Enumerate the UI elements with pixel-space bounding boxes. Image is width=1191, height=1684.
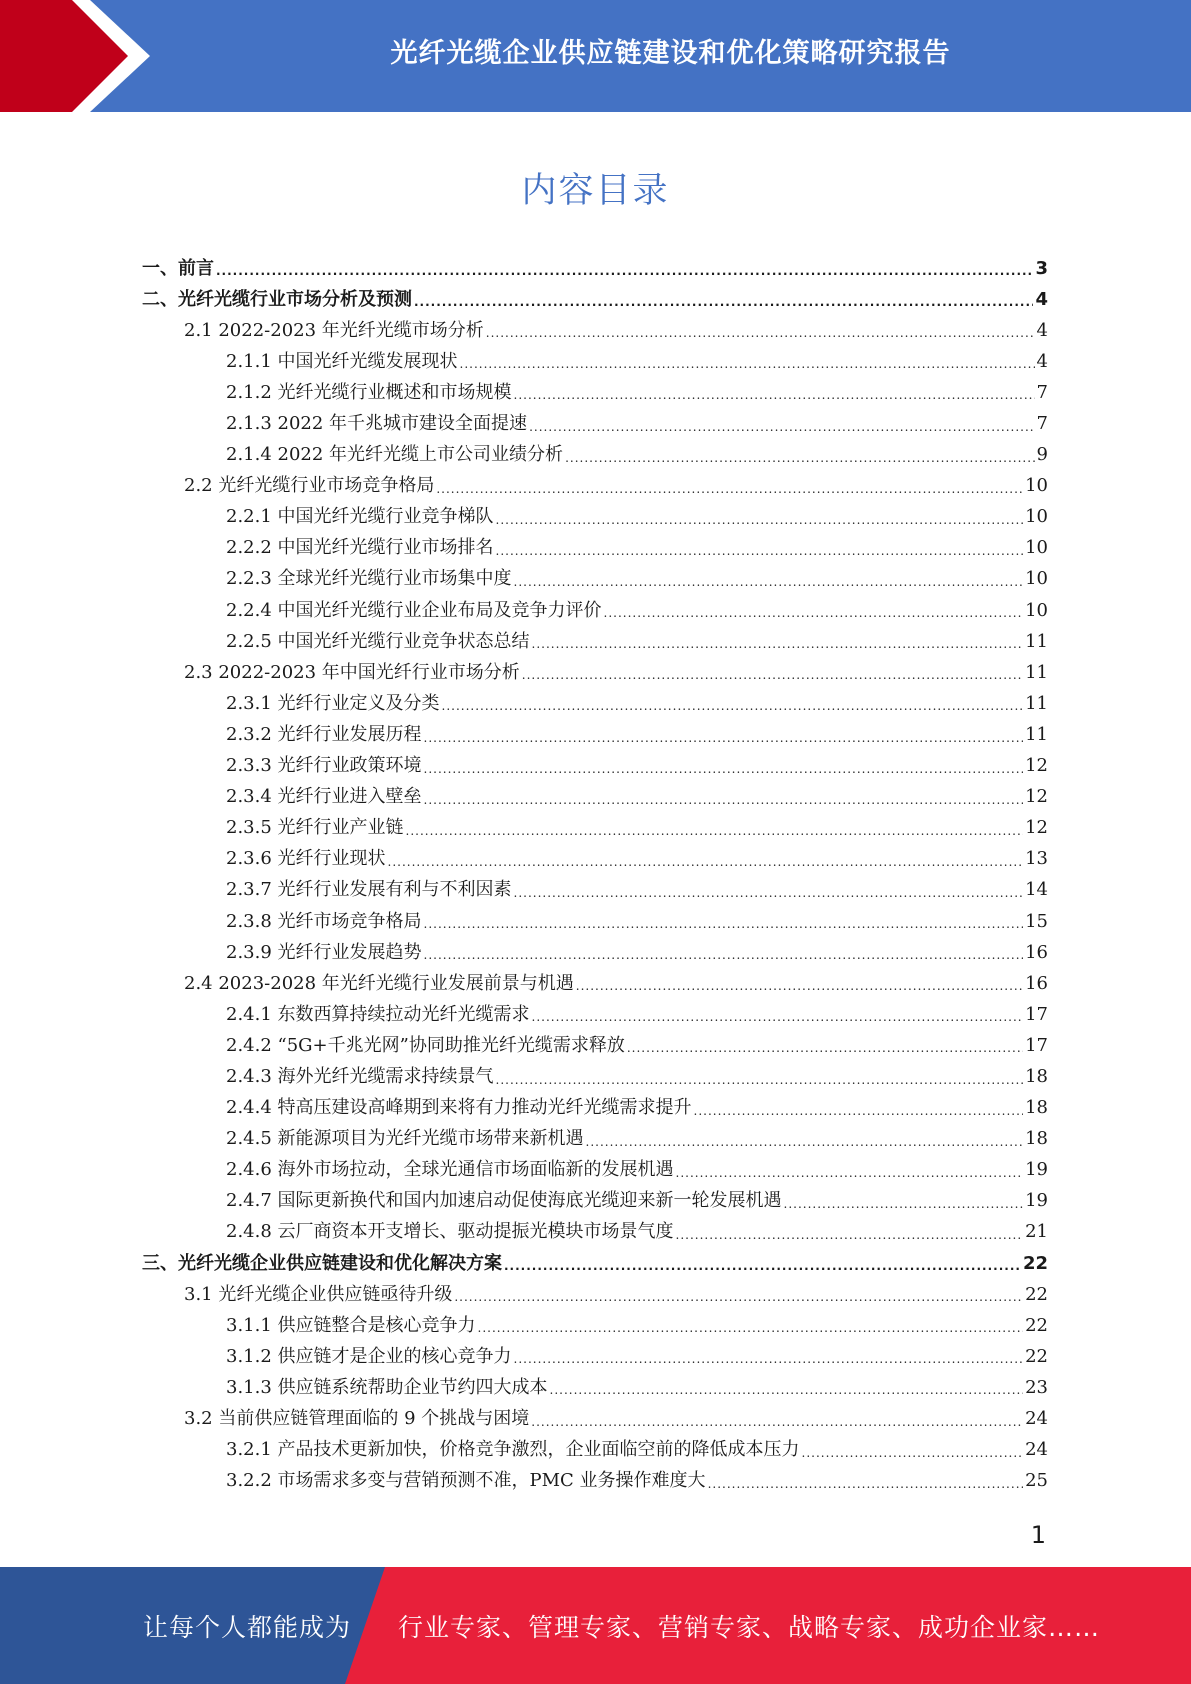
toc-entry-label: 三、光纤光缆企业供应链建设和优化解决方案 [142,1252,502,1274]
toc-entry-label: 2.3.9 光纤行业发展趋势 [226,941,422,963]
page-number: 1 [1030,1521,1046,1549]
footer-band [0,1567,1191,1684]
toc-entry-label: 2.2.3 全球光纤光缆行业市场集中度 [226,568,512,590]
toc-leader-dots [676,1229,1024,1248]
toc-entry-label: 2.3 2022-2023 年中国光纤行业市场分析 [184,661,520,683]
toc-entry[interactable] [142,937,1048,968]
toc-entry-page: 4 [1036,350,1048,372]
toc-leader-dots [529,421,1034,440]
toc-entry-label: 2.3.5 光纤行业产业链 [226,817,404,839]
toc-leader-dots [576,980,1023,999]
toc-entry-label: 2.3.3 光纤行业政策环境 [226,755,422,777]
toc-entry[interactable] [142,1155,1048,1186]
toc-entry-page: 23 [1025,1376,1048,1398]
toc-entry-label: 2.4.7 国际更新换代和国内加速启动促使海底光缆迎来新一轮发展机遇 [226,1190,782,1212]
toc-entry-page: 12 [1025,755,1048,777]
toc-entry[interactable] [142,502,1048,533]
toc-entry-page: 16 [1025,941,1048,963]
toc-entry-label: 2.4.5 新能源项目为光纤光缆市场带来新机遇 [226,1128,584,1150]
toc-entry-label: 2.2.4 中国光纤光缆行业企业布局及竞争力评价 [226,599,602,621]
toc-entry[interactable] [142,626,1048,657]
toc-entry-page: 11 [1025,661,1048,683]
toc-entry[interactable] [142,719,1048,750]
toc-leader-dots [514,887,1024,906]
toc-entry-label: 2.4.3 海外光纤光缆需求持续景气 [226,1065,494,1087]
toc-entry-label: 3.2.1 产品技术更新加快，价格竞争激烈，企业面临空前的降低成本压力 [226,1439,800,1461]
toc-leader-dots [442,700,1024,719]
toc-leader-dots [478,1322,1024,1341]
toc-entry-page: 17 [1025,1003,1048,1025]
toc-entry[interactable] [142,1030,1048,1061]
toc-leader-dots [694,1105,1024,1124]
toc-leader-dots [514,389,1035,408]
toc-entry-page: 24 [1025,1408,1048,1430]
toc-entry-label: 2.3.4 光纤行业进入壁垒 [226,786,422,808]
toc-entry-page: 9 [1036,444,1048,466]
toc-entry-page: 12 [1025,786,1048,808]
toc-entry-label: 2.1.4 2022 年光纤光缆上市公司业绩分析 [226,444,564,466]
toc-entry-label: 3.2.2 市场需求多变与营销预测不准，PMC 业务操作难度大 [226,1470,706,1492]
toc-entry-label: 3.2 当前供应链管理面临的 9 个挑战与困境 [184,1408,530,1430]
toc-leader-dots [522,669,1023,688]
toc-entry-page: 10 [1025,599,1048,621]
toc-entry-label: 二、光纤光缆行业市场分析及预测 [142,288,412,310]
toc-entry-label: 3.1 光纤光缆企业供应链亟待升级 [184,1283,453,1305]
toc-entry-label: 2.4.6 海外市场拉动，全球光通信市场面临新的发展机遇 [226,1159,674,1181]
toc-entry-page: 14 [1025,879,1048,901]
toc-entry[interactable] [142,813,1048,844]
toc-entry[interactable] [142,1124,1048,1155]
toc-entry-label: 2.3.7 光纤行业发展有利与不利因素 [226,879,512,901]
toc-leader-dots [550,1384,1024,1403]
toc-heading: 内容目录 [521,171,670,211]
toc-leader-dots [565,452,1034,471]
toc-entry[interactable] [142,1310,1048,1341]
toc-entry-label: 2.1 2022-2023 年光纤光缆市场分析 [184,319,484,341]
toc-leader-dots [604,607,1024,626]
toc-entry-label: 2.4.1 东数西算持续拉动光纤光缆需求 [226,1003,530,1025]
toc-entry[interactable] [142,471,1048,502]
toc-entry-label: 2.1.2 光纤光缆行业概述和市场规模 [226,381,512,403]
toc-entry-page: 21 [1025,1221,1048,1243]
toc-entry[interactable] [142,1466,1048,1497]
report-title: 光纤光缆企业供应链建设和优化策略研究报告 [390,37,951,69]
toc-leader-dots [424,949,1024,968]
toc-leader-dots [676,1167,1024,1186]
toc-entry[interactable] [142,408,1048,439]
toc-entry[interactable] [142,1093,1048,1124]
toc-entry[interactable] [142,782,1048,813]
toc-leader-dots [496,545,1024,564]
toc-leader-dots [424,763,1024,782]
toc-entry-page: 10 [1025,537,1048,559]
toc-entry-page: 18 [1025,1065,1048,1087]
toc-leader-dots [496,514,1024,533]
toc-leader-dots [388,856,1024,875]
toc-entry-page: 16 [1025,972,1048,994]
toc-leader-dots [586,1136,1024,1155]
toc-entry-label: 2.4 2023-2028 年光纤光缆行业发展前景与机遇 [184,972,574,994]
toc-entry-page: 10 [1025,506,1048,528]
toc-entry[interactable] [142,377,1048,408]
toc-entry[interactable] [142,346,1048,377]
toc-entry[interactable] [142,751,1048,782]
toc-entry[interactable] [142,595,1048,626]
header-band [0,0,1191,112]
toc-entry[interactable] [142,284,1048,315]
toc-entry-page: 12 [1025,817,1048,839]
toc-leader-dots [486,327,1035,346]
toc-leader-dots [496,1074,1024,1093]
toc-leader-dots [531,1416,1023,1435]
toc-entry-page: 15 [1025,910,1048,932]
toc-entry-page: 13 [1025,848,1048,870]
toc-entry[interactable] [142,999,1048,1030]
toc-entry-label: 2.3.2 光纤行业发展历程 [226,723,422,745]
toc-leader-dots [708,1478,1024,1497]
toc-entry-page: 17 [1025,1034,1048,1056]
toc-leader-dots [424,732,1024,751]
toc-leader-dots [406,825,1024,844]
footer-slogan-left: 让每个人都能成为 [143,1612,352,1642]
toc-entry-page: 19 [1025,1190,1048,1212]
toc-entry[interactable] [142,1403,1048,1434]
toc-entry-page: 19 [1025,1159,1048,1181]
toc-entry[interactable] [142,906,1048,937]
toc-entry-label: 2.4.4 特高压建设高峰期到来将有力推动光纤光缆需求提升 [226,1097,692,1119]
toc-leader-dots [514,1353,1024,1372]
toc-entry-page: 3 [1035,257,1048,279]
toc-entry-page: 11 [1025,692,1048,714]
toc-entry[interactable] [142,1341,1048,1372]
toc-entry-page: 22 [1025,1283,1048,1305]
toc-leader-dots [454,1291,1023,1310]
toc-entry[interactable] [142,315,1048,346]
toc-leader-dots [414,296,1033,315]
toc-entry-page: 24 [1025,1439,1048,1461]
toc-entry-label: 2.2.5 中国光纤光缆行业竞争状态总结 [226,630,530,652]
toc-entry-label: 2.2.2 中国光纤光缆行业市场排名 [226,537,494,559]
toc-entry-label: 2.3.6 光纤行业现状 [226,848,386,870]
toc-entry-label: 2.4.2 “5G+千兆光网”协同助推光纤光缆需求释放 [226,1034,625,1056]
toc-entry-label: 2.2 光纤光缆行业市场竞争格局 [184,475,435,497]
toc-entry-page: 22 [1025,1345,1048,1367]
toc-leader-dots [424,918,1024,937]
toc-entry-label: 2.2.1 中国光纤光缆行业竞争梯队 [226,506,494,528]
toc-entry[interactable] [142,1372,1048,1403]
toc-entry-page: 10 [1025,568,1048,590]
toc-entry-page: 22 [1025,1314,1048,1336]
toc-entry-page: 4 [1035,288,1048,310]
toc-entry[interactable] [142,688,1048,719]
toc-entry-label: 2.3.8 光纤市场竞争格局 [226,910,422,932]
toc-leader-dots [216,265,1033,284]
toc-leader-dots [784,1198,1024,1217]
toc-entry[interactable] [142,1217,1048,1248]
toc-entry[interactable] [142,1435,1048,1466]
toc-leader-dots [802,1447,1024,1466]
toc-leader-dots [436,483,1023,502]
toc-entry-label: 2.1.3 2022 年千兆城市建设全面提速 [226,413,528,435]
toc-entry-page: 18 [1025,1128,1048,1150]
toc-entry-label: 2.1.1 中国光纤光缆发展现状 [226,350,458,372]
toc-entry-label: 3.1.3 供应链系统帮助企业节约四大成本 [226,1376,548,1398]
toc-entry-page: 7 [1036,413,1048,435]
toc-entry[interactable] [142,1186,1048,1217]
toc-entry-label: 3.1.1 供应链整合是核心竞争力 [226,1314,476,1336]
toc-leader-dots [532,638,1024,657]
toc-entry-page: 4 [1036,319,1048,341]
toc-entry[interactable] [142,533,1048,564]
toc-entry-label: 2.4.8 云厂商资本开支增长、驱动提振光模块市场景气度 [226,1221,674,1243]
toc-entry[interactable] [142,844,1048,875]
toc-entry-page: 22 [1022,1252,1048,1274]
footer-slogan-right: 行业专家、管理专家、营销专家、战略专家、成功企业家…… [398,1612,1101,1642]
toc-entry-page: 11 [1025,723,1048,745]
toc-entry-page: 7 [1036,381,1048,403]
toc-leader-dots [504,1260,1021,1279]
toc-entry[interactable] [142,253,1048,284]
toc-entry-page: 25 [1025,1470,1048,1492]
toc-entry-page: 11 [1025,630,1048,652]
toc-entry[interactable] [142,1061,1048,1092]
toc-entry-page: 10 [1025,475,1048,497]
toc-entry[interactable] [142,968,1048,999]
toc-leader-dots [514,576,1024,595]
toc-leader-dots [627,1042,1023,1061]
toc-leader-dots [424,794,1024,813]
toc-entry-label: 3.1.2 供应链才是企业的核心竞争力 [226,1345,512,1367]
toc-leader-dots [460,358,1035,377]
toc-entry-page: 18 [1025,1097,1048,1119]
toc-entry-label: 一、前言 [142,257,214,279]
toc-entry[interactable] [142,564,1048,595]
toc-leader-dots [532,1011,1024,1030]
toc-entry[interactable] [142,440,1048,471]
toc-entry-label: 2.3.1 光纤行业定义及分类 [226,692,440,714]
toc-entry[interactable] [142,1248,1048,1279]
header-arrow-decoration [0,0,155,112]
toc-entry[interactable] [142,875,1048,906]
toc-entry[interactable] [142,657,1048,688]
table-of-contents [142,253,1048,1497]
toc-entry[interactable] [142,1279,1048,1310]
